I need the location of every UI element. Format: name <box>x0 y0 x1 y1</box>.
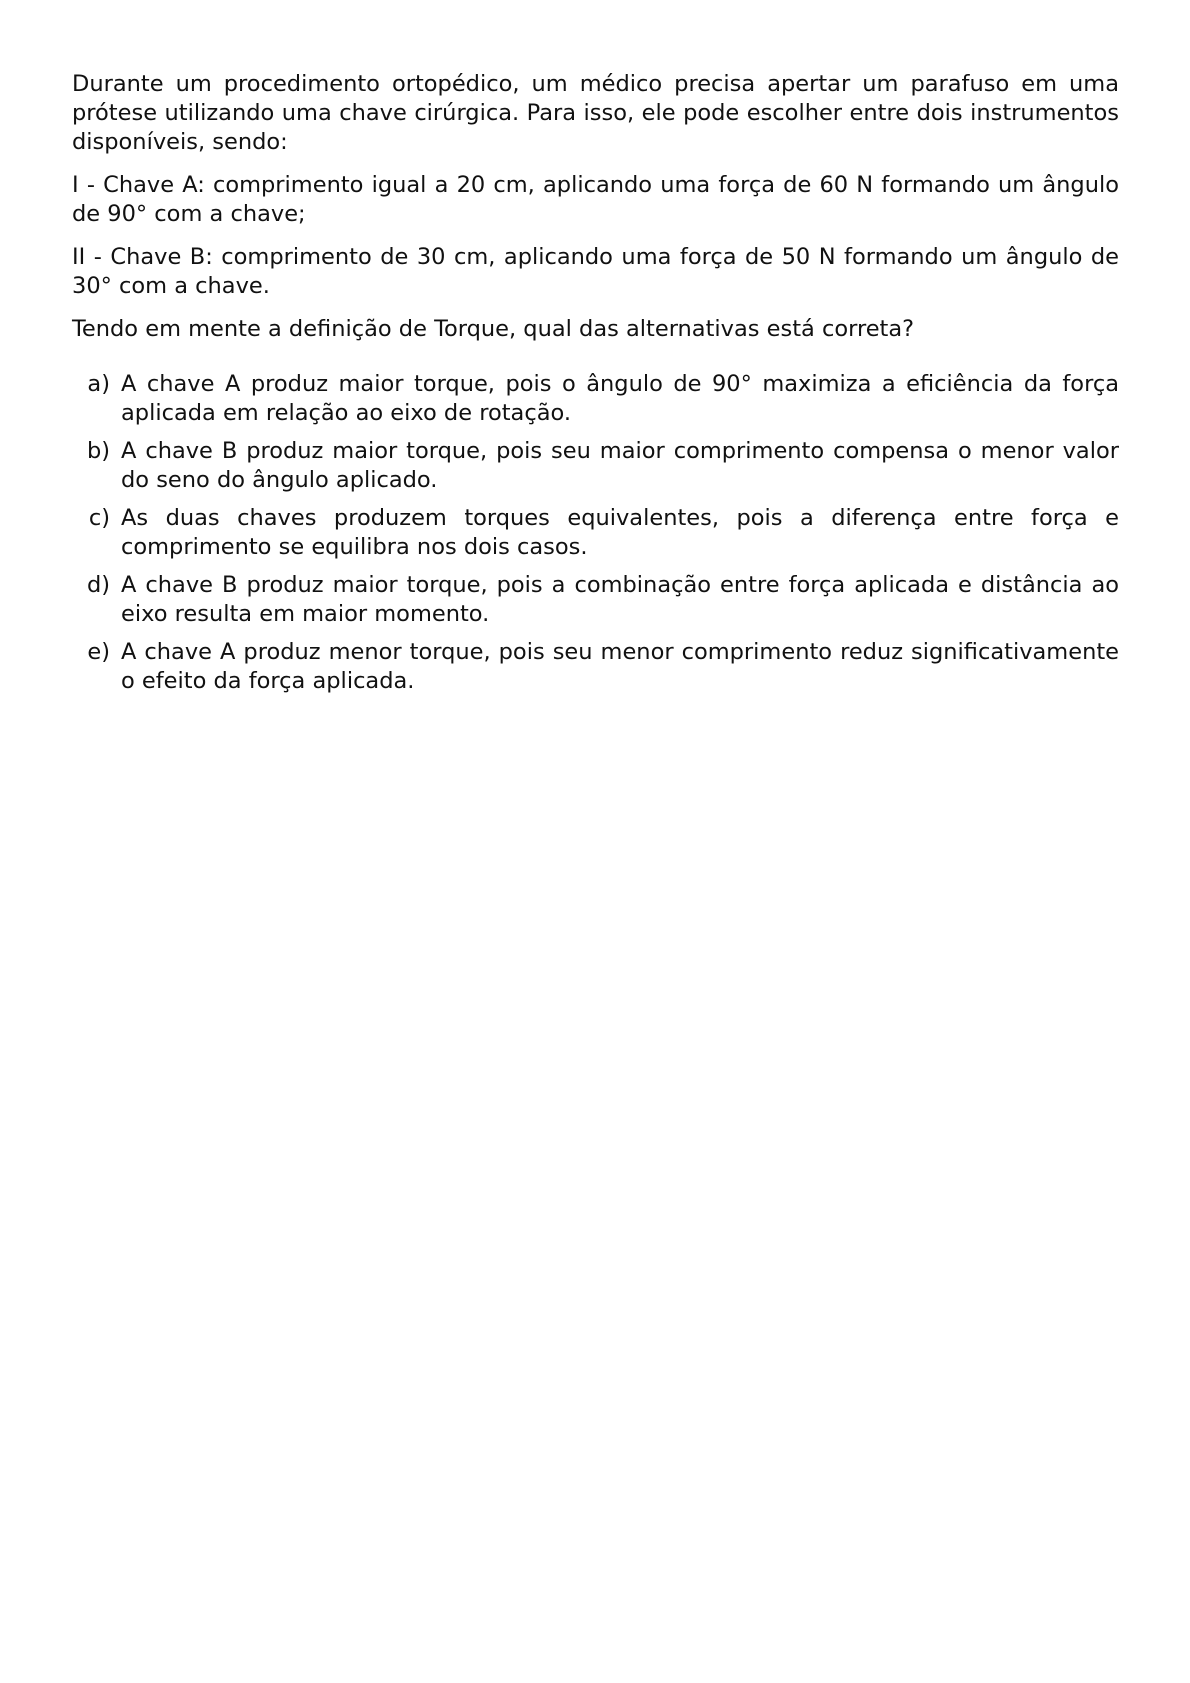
item-ii-paragraph: II - Chave B: comprimento de 30 cm, aplicando uma força de 50 N formando um ângulo de 30° com a chave. <box>72 244 1119 299</box>
intro-paragraph: Durante um procedimento ortopédico, um médico precisa apertar um parafuso em uma prótese utilizando uma chave cirúrgica. Para isso, ele pode escolher entre dois instrumentos disponíveis, sendo: <box>72 71 1119 155</box>
option-e[interactable] <box>72 638 1119 696</box>
option-c[interactable] <box>72 504 1119 562</box>
option-letter: a) <box>87 371 110 397</box>
item-i-paragraph: I - Chave A: comprimento igual a 20 cm, aplicando uma força de 60 N formando um ângulo de 90° com a chave; <box>72 172 1119 227</box>
answer-options-list <box>72 370 1119 696</box>
option-letter: e) <box>87 639 110 665</box>
option-text: A chave B produz maior torque, pois seu maior comprimento compensa o menor valor do seno do ângulo aplicado. <box>121 438 1119 493</box>
question-prompt: Tendo em mente a definição de Torque, qual das alternativas está correta? <box>72 316 915 342</box>
option-text: A chave B produz maior torque, pois a combinação entre força aplicada e distância ao eixo resulta em maior momento. <box>121 572 1119 627</box>
option-text: As duas chaves produzem torques equivalentes, pois a diferença entre força e comprimento se equilibra nos dois casos. <box>121 505 1119 560</box>
option-letter: d) <box>86 572 110 598</box>
option-letter: c) <box>88 505 110 531</box>
question-document <box>72 70 1119 705</box>
option-b[interactable] <box>72 437 1119 495</box>
option-d[interactable] <box>72 571 1119 629</box>
option-text: A chave A produz menor torque, pois seu menor comprimento reduz significativamente o efeito da força aplicada. <box>121 639 1119 694</box>
option-text: A chave A produz maior torque, pois o ângulo de 90° maximiza a eficiência da força aplicada em relação ao eixo de rotação. <box>121 371 1119 426</box>
option-letter: b) <box>86 438 110 464</box>
option-a[interactable] <box>72 370 1119 428</box>
